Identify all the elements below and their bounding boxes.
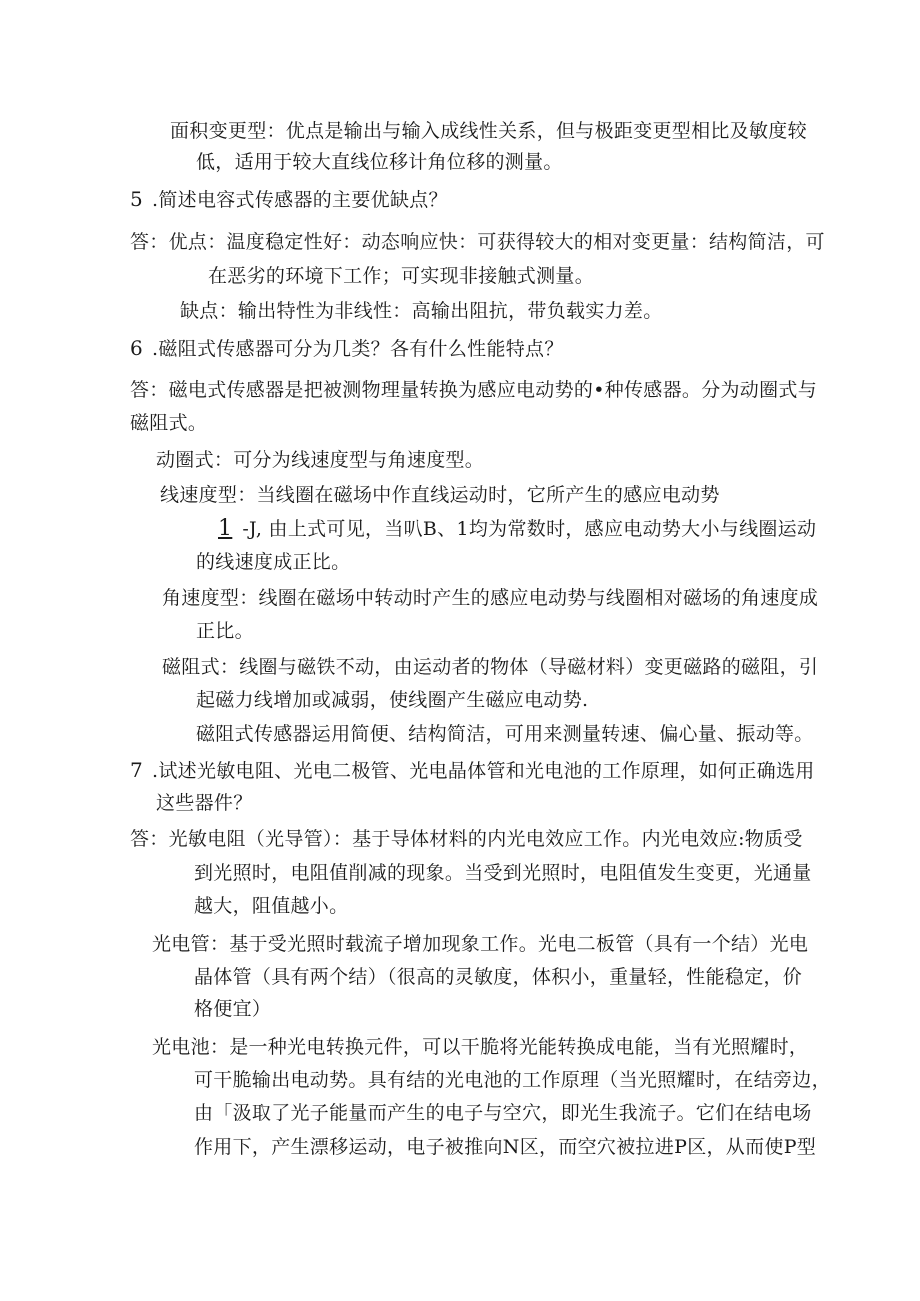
question-6 [130,336,564,361]
text-line: 低，适用于较大直线位移计角位移的测量。 [196,151,563,173]
text-line: 起磁力线增加或减弱，使线圈产生磁应电动势. [196,689,589,711]
text-line: 角速度型：线圈在磁场中转动时产生的感应电动势与线圈相对磁场的角速度成 [162,587,819,609]
text-line: 磁阻式传感器运用简便、结构简洁，可用来测量转速、偏心量、振动等。 [196,723,814,745]
text-line: 的线速度成正比。 [196,551,351,573]
text-line: 晶体管（具有两个结）（很高的灵敏度，体积小，重量轻，性能稳定，价 [194,966,803,988]
question-text: .试述光敏电阻、光电二极管、光电晶体管和光电池的工作原理，如何正确选用 [152,760,815,782]
formula-line [218,517,816,541]
text-line: 在恶劣的环境下工作；可实现非接触式测量。 [208,265,595,287]
text-line: 越大，阻值越小。 [194,895,349,917]
text-line: 格便宜） [194,998,272,1020]
question-number: 5 [130,187,144,211]
text-line: 作用下，产生漂移运动，电子被推向N区，而空穴被拉进P区，从而使P型 [194,1136,817,1158]
text-line: 面积变更型：优点是输出与输入成线性关系，但与极距变更型相比及敏度较 [170,120,807,142]
text-line: 到光照时，电阻值削减的现象。当受到光照时，电阻值发生变更，光通量 [194,862,812,884]
text-line: 这些器件？ [156,792,253,814]
text-line: 由「汲取了光子能量而产生的电子与空穴，即光生我流子。它们在结电场 [194,1102,812,1124]
question-text: .磁阻式传感器可分为几类？各有什么性能特点？ [152,338,564,360]
question-number: 6 [130,336,144,360]
question-text: .简述电容式传感器的主要优缺点？ [152,189,448,211]
text-line: 光电池：是一种光电转换元件，可以干脆将光能转换成电能，当有光照耀时， [152,1036,809,1058]
text-line: 磁阻式。 [130,412,208,434]
text-line: 答：优点：温度稳定性好：动态响应快：可获得较大的相对变更量：结构简洁，可 [130,231,825,253]
text-line: 动圈式：可分为线速度型与角速度型。 [156,449,485,471]
text-line: 答：光敏电阻（光导管）：基于导体材料的内光电效应工作。内光电效应:物质受 [130,828,803,850]
text-line: 答：磁电式传感器是把被测物理量转换为感应电动势的•种传感器。分为动圈式与 [130,379,818,401]
question-7 [130,758,815,783]
text-line: 磁阻式：线圈与磁铁不动，由运动者的物体（导磁材料）变更磁路的磁阻，引 [162,656,819,678]
text-line: 正比。 [196,620,254,642]
text-line: 缺点：输出特性为非线性：高输出阻抗，带负载实力差。 [180,300,663,322]
formula-symbol: 1 [218,516,233,541]
question-number: 7 [130,758,144,782]
question-5 [130,187,448,212]
text-line: 可干脆输出电动势。具有结的光电池的工作原理（当光照耀时，在结旁边， [194,1069,831,1091]
formula-text: -J, 由上式可见，当叭B、1均为常数时，感应电动势大小与线圈运动 [242,518,817,540]
text-line: 线速度型：当线圈在磁场中作直线运动时，它所产生的感应电动势 [160,484,720,506]
text-line: 光电管：基于受光照时载流子增加现象工作。光电二板管（具有一个结）光电 [152,933,809,955]
